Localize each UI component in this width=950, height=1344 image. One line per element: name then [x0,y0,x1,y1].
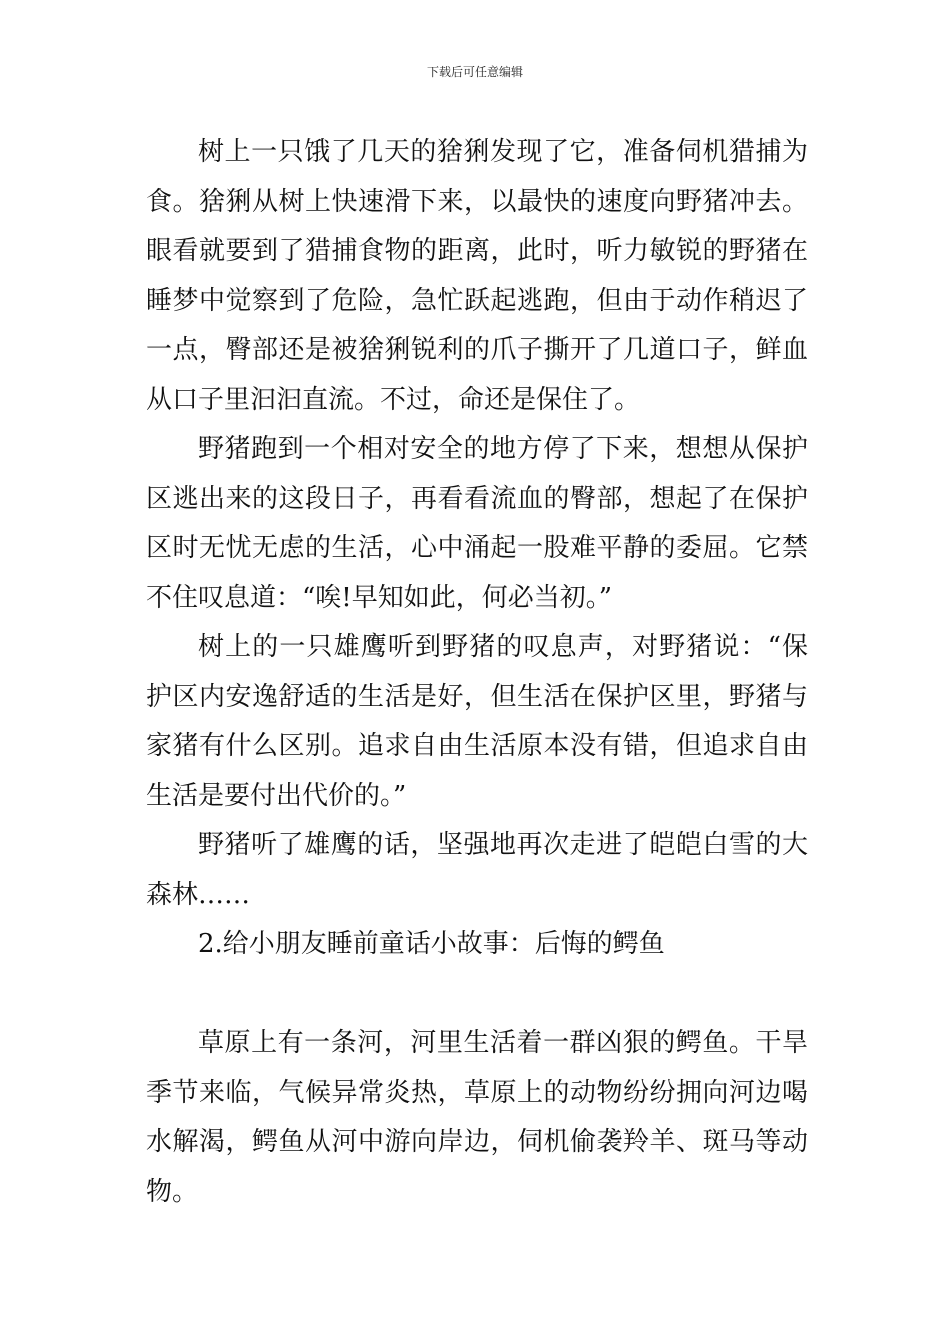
story-paragraph-3: 树上的一只雄鹰听到野猪的叹息声，对野猪说：“保护区内安逸舒适的生活是好，但生活在保护区里，野猪与家猪有什么区别。追求自由生活原本没有错，但追求自由生活是要付出代价的。” [146,632,808,811]
document-body [146,128,808,1217]
section-paragraph: 草原上有一条河，河里生活着一群凶狠的鳄鱼。干旱季节来临，气候异常炎热，草原上的动物纷纷拥向河边喝水解渴，鳄鱼从河中游向岸边，伺机偷袭羚羊、斑马等动物。 [146,1028,808,1207]
blank-line [146,970,808,1020]
story-paragraph-2: 野猪跑到一个相对安全的地方停了下来，想想从保护区逃出来的这段日子，再看看流血的臀部，想起了在保护区时无忧无虑的生活，心中涌起一股难平静的委屈。它禁不住叹息道：“唉!早知如此，何必当初。” [146,434,808,613]
section-heading: 2.给小朋友睡前童话小故事：后悔的鳄鱼 [198,929,665,959]
story-paragraph-4: 野猪听了雄鹰的话，坚强地再次走进了皑皑白雪的大森林…… [146,830,808,910]
story-paragraph-1: 树上一只饿了几天的猞猁发现了它，准备伺机猎捕为食。猞猁从树上快速滑下来，以最快的速度向野猪冲去。眼看就要到了猎捕食物的距离，此时，听力敏锐的野猪在睡梦中觉察到了危险，急忙跃起逃跑，但由于动作稍迟了一点，臀部还是被猞猁锐利的爪子撕开了几道口子，鲜血从口子里汩汩直流。不过，命还是保住了。 [146,137,808,415]
page-header: 下载后可任意编辑 [426,65,523,79]
